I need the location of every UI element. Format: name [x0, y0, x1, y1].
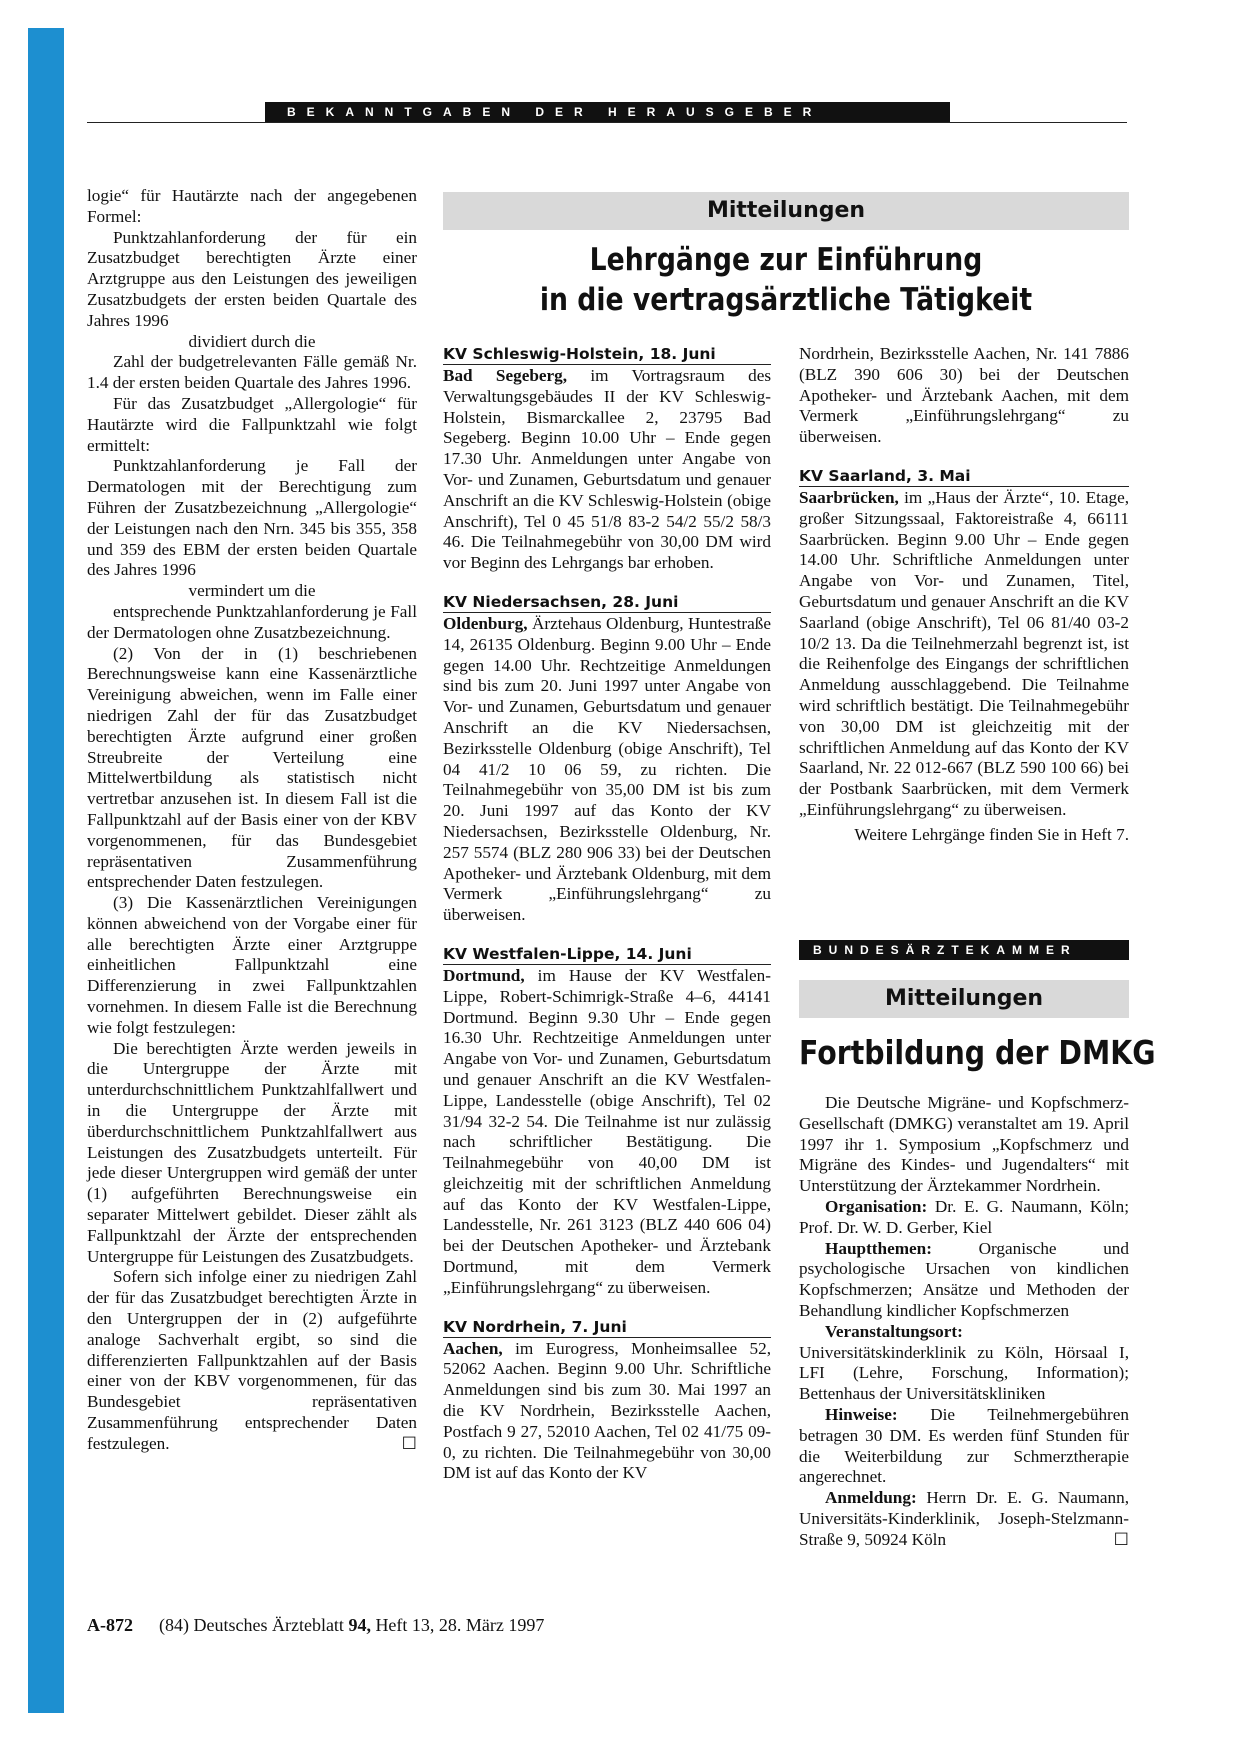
info-line [799, 1405, 1129, 1488]
paragraph: Für das Zusatzbudget „Allergologie“ für Hautärzte wird die Fallpunktzahl wie folgt ermittelt: [87, 393, 417, 455]
course-text [443, 966, 771, 1299]
course-body: Ärztehaus Oldenburg, Huntestraße 14, 26135 Oldenburg. Beginn 9.00 Uhr – Ende gegen 14.00 Uhr. Rechtzeitige Anmeldungen sind bis zum 20. Juni 1997 unter Angabe von Vor- und Zunamen, Geburtsdatum und genauer Anschrift an die KV Niedersachsen, Bezirksstelle Oldenburg (obige Anschrift), Tel 04 41/2 10 06 59, zu richten. Die Teilnahmegebühr von 35,00 DM ist bis zum 20. Juni 1997 auf das Konto der KV Niedersachsen, Bezirksstelle Oldenburg, Nr. 257 5574 (BLZ 280 906 33) bei der Deutschen Apotheker- und Ärztebank Oldenburg, mit dem Vermerk „Einführungslehrgang“ zu überweisen. [443, 613, 771, 925]
header-band: BEKANNTGABEN DER HERAUSGEBER [265, 102, 950, 122]
info-text: Organische und psychologische Ursachen von kindlichen Kopfschmerzen; Ansätze und Methoden der Behandlung kindlicher Kopfschmerzen [799, 1238, 1129, 1320]
end-mark-icon: ☐ [1113, 1529, 1129, 1549]
more-courses-note: Weitere Lehrgänge finden Sie in Heft 7. [854, 824, 1129, 844]
info-text: Dr. E. G. Naumann, Köln; Prof. Dr. W. D. Gerber, Kiel [799, 1196, 1129, 1237]
section-title [799, 1032, 1156, 1074]
header-rule [87, 122, 1127, 123]
paragraph: entsprechende Punktzahlanforderung je Fall der Dermatologen ohne Zusatzbezeichnung. [87, 601, 417, 642]
course-place: Oldenburg, [443, 613, 528, 633]
paragraph: logie“ für Hautärzte nach der angegebenen Formel: [87, 186, 417, 226]
info-text: Universitätskinderklinik zu Köln, Hörsaal I, LFI (Lehre, Forschung, Information); Bettenhaus der Universitätskliniken [799, 1342, 1129, 1404]
end-mark-icon: ☐ [401, 1433, 417, 1453]
course-heading: KV Schleswig-Holstein, 18. Juni [443, 344, 771, 365]
blue-margin-bar [28, 28, 64, 1713]
course-body: im „Haus der Ärzte“, 10. Etage, großer Sitzungssaal, Faktoreistraße 4, 66111 Saarbrücken. Beginn 9.00 Uhr – Ende gegen 14.00 Uhr. Schriftliche Anmeldungen unter Angabe von Vor- und Zunamen, Titel, Geburtsdatum und genauer Anschrift an die KV Saarland (obige Anschrift), Tel 06 81/40 03-2 10/2 13. Da die Teilnehmerzahl begrenzt ist, ist die Reihenfolge des Eingangs der schriftlichen Anmeldung ausschlaggebend. Die Teilnahme wird schriftlich bestätigt. Die Teilnahmegebühr von 30,00 DM ist gleichzeitig mit der schriftlichen Anmeldung auf das Konto der KV Saarland, Nr. 22 012-667 (BLZ 590 100 66) bei der Postbank Saarbrücken, mit dem Vermerk „Einführungslehrgang“ zu überweisen. [799, 487, 1129, 819]
info-label: Anmeldung: [825, 1488, 917, 1508]
paragraph: Die berechtigten Ärzte werden jeweils in die Untergruppe der Ärzte mit unterdurchschnittlichem Punktzahlfallwert und in die Untergruppe der Ärzte mit überdurchschnittlichem Punktzahlfallwert aus Leistungen des Zusatzbudgets unterteilt. Für jede dieser Untergruppen wird gemäß der unter (1) aufgeführten Berechnungsweise ein separater Mittelwert gebildet. Dieser zählt als Fallpunktzahl der Ärzte der entsprechenden Untergruppe für Leistungen des Zusatzbudgets. [87, 1038, 417, 1266]
course-text [443, 1339, 771, 1485]
column-middle [443, 344, 771, 1484]
page-number: A-872 [87, 1615, 133, 1635]
kicker-text: Mitteilungen [884, 986, 1044, 1011]
paragraph: Die Deutsche Migräne- und Kopfschmerz-Gesellschaft (DMKG) veranstaltet am 19. April 1997 ihr 1. Symposium „Kopfschmerz und Migräne des Kindes- und Jugendalters“ mit Unterstützung der Ärztekammer Nordrhein. [799, 1093, 1129, 1196]
page-footer [87, 1615, 544, 1636]
course-body: im Hause der KV Westfalen-Lippe, Robert-Schimrigk-Straße 4–6, 44141 Dortmund. Beginn 9.30 Uhr – Ende gegen 16.30 Uhr. Rechtzeitige Anmeldungen unter Angabe von Vor- und Zunamen, Geburtsdatum und genauer Anschrift an die KV Westfalen-Lippe, Landesstelle (obige Anschrift), Tel 02 31/94 32-2 54. Die Teilnahme ist nur zulässig nach schriftlicher Bestätigung. Die Teilnahmegebühr von 40,00 DM ist gleichzeitig mit der schriftlichen Anmeldung auf das Konto der KV Westfalen-Lippe, Landesstelle, Nr. 261 3123 (BLZ 440 606 04) bei der Deutschen Apotheker- und Ärztebank Dortmund, mit dem Vermerk „Einführungslehrgang“ zu überweisen. [443, 965, 771, 1297]
footer-post: Heft 13, 28. März 1997 [370, 1615, 545, 1635]
info-line [799, 1197, 1129, 1239]
paragraph: Punktzahlanforderung je Fall der Dermatologen mit der Berechtigung zum Führen der Zusatzbezeichnung „Allergologie“ der Leistungen nach den Nrn. 345 bis 355, 358 und 359 des EBM der ersten beiden Quartale des Jahres 1996 [87, 456, 417, 580]
course-text [443, 366, 771, 574]
footer-volume: 94, [348, 1615, 371, 1635]
column-left [87, 186, 417, 1455]
course-body: im Eurogress, Monheimsallee 52, 52062 Aachen. Beginn 9.00 Uhr. Schriftliche Anmeldungen sind bis zum 30. Mai 1997 an die KV Nordrhein, Bezirksstelle Aachen, Postfach 9 27, 52010 Aachen, Tel 02 41/75 09-0, zu richten. Die Teilnahmegebühr von 30,00 DM ist auf das Konto der KV [443, 1338, 771, 1483]
course-place: Aachen, [443, 1338, 503, 1358]
paragraph [87, 1267, 417, 1454]
kicker-text: Mitteilungen [706, 198, 866, 223]
paragraph: (3) Die Kassenärztlichen Vereinigungen können abweichend von der Vorgabe einer für alle berechtigten Ärzte einer Arztgruppe einheitlichen Fallpunktzahl eine Differenzierung in zwei Fallpunktzahlen vornehmen. In diesem Falle ist die Berechnung wie folgt festzulegen: [87, 893, 417, 1037]
info-label: Organisation: [825, 1196, 928, 1216]
section-kicker [443, 192, 1129, 230]
course-place: Bad Segeberg, [443, 366, 568, 385]
dmkg-body [799, 1093, 1129, 1551]
info-text: Herrn Dr. E. G. Naumann, Universitäts-Kinderklinik, Joseph-Stelzmann-Straße 9, 50924 Köln [799, 1488, 1129, 1549]
section-title [491, 240, 1081, 320]
info-label: Hinweise: [825, 1404, 898, 1424]
course-heading: KV Nordrhein, 7. Juni [443, 1317, 771, 1338]
course-heading: KV Saarland, 3. Mai [799, 466, 1129, 487]
info-line [799, 1488, 1129, 1550]
course-text-continued: Nordrhein, Bezirksstelle Aachen, Nr. 141 7886 (BLZ 390 606 30) bei der Deutschen Apotheker- und Ärztebank Aachen, mit dem Vermerk „Einführungslehrgang“ zu überweisen. [799, 344, 1129, 447]
course-body: im Vortragsraum des Verwaltungsgebäudes II der KV Schleswig-Holstein, Bismarckallee 2, 23795 Bad Segeberg. Beginn 10.00 Uhr – Ende gegen 17.30 Uhr. Anmeldungen unter Angabe von Vor- und Zunamen, Geburtsdatum und genauer Anschrift an die KV Schleswig-Holstein (obige Anschrift), Tel 0 45 51/8 83-2 54/2 55/2 58/3 46. Die Teilnahmegebühr von 30,00 DM wird vor Beginn des Lehrgangs bar erhoben. [443, 366, 772, 573]
paragraph-text: Sofern sich infolge einer zu niedrigen Zahl der für das Zusatzbudget berechtigten Ärzte in den Untergruppen der in (2) aufgeführte analoge Sachverhalt ergibt, so sind die differenzierten Fallpunktzahlen auf der Basis einer von der KBV vorgenommenen, für das Bundesgebiet repräsentativen Zusammenführung entsprechender Daten festzulegen. [87, 1267, 417, 1453]
course-place: Saarbrücken, [799, 487, 899, 507]
section-kicker [799, 980, 1129, 1018]
section-band: BUNDESÄRZTEKAMMER [799, 940, 1129, 960]
course-place: Dortmund, [443, 965, 525, 985]
paragraph: Punktzahlanforderung der für ein Zusatzbudget berechtigten Ärzte einer Arztgruppe aus den Leistungen des jeweiligen Zusatzbudgets der ersten beiden Quartale des Jahres 1996 [87, 227, 417, 330]
info-line [799, 1322, 1129, 1405]
course-text [799, 488, 1129, 821]
title-text: Fortbildung der DMKG [799, 1033, 1156, 1072]
info-label: Hauptthemen: [825, 1238, 932, 1258]
column-right [799, 344, 1129, 846]
info-label: Veranstaltungsort: [825, 1321, 963, 1341]
course-text [443, 614, 771, 926]
course-heading: KV Niedersachsen, 28. Juni [443, 592, 771, 613]
paragraph: dividiert durch die [188, 331, 316, 351]
info-text: Die Teilnehmergebühren betragen 30 DM. Es werden fünf Stunden für die Weiterbildung zur Schmerztherapie angerechnet. [799, 1404, 1129, 1487]
course-heading: KV Westfalen-Lippe, 14. Juni [443, 944, 771, 965]
paragraph: (2) Von der in (1) beschriebenen Berechnungsweise kann eine Kassenärztliche Vereinigung abweichen, wenn im Falle einer niedrigen Zahl der für das Zusatzbudget berechtigten Ärzte aufgrund einer großen Streubreite der Verteilung eine Mittelwertbildung als statistisch nicht vertretbar anzusehen ist. In diesem Fall ist die Fallpunktzahl auf der Basis einer von der KBV vorgenommenen, für das Bundesgebiet repräsentativen Zusammenführung entsprechender Daten festzulegen. [87, 643, 417, 892]
title-line: Lehrgänge zur Einführung [589, 242, 983, 278]
info-line [799, 1239, 1129, 1322]
paragraph: Zahl der budgetrelevanten Fälle gemäß Nr. 1.4 der ersten beiden Quartale des Jahres 1996. [87, 352, 417, 393]
footer-pre: (84) Deutsches Ärzteblatt [159, 1615, 349, 1635]
title-line: in die vertragsärztliche Tätigkeit [539, 282, 1033, 318]
paragraph: vermindert um die [188, 581, 316, 601]
